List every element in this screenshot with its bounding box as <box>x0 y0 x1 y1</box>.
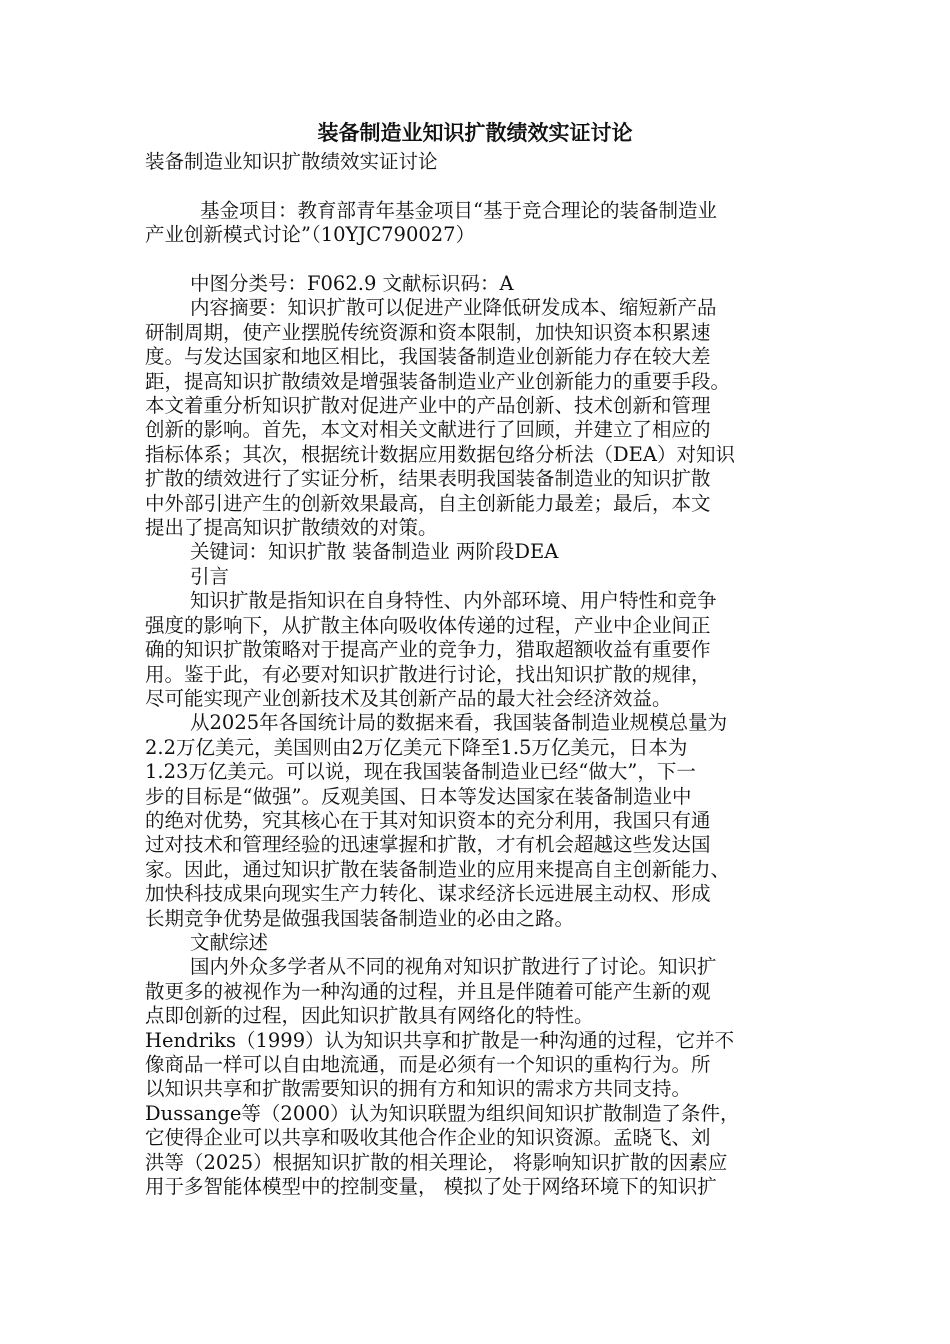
intro-line: 从2025年各国统计局的数据来看，我国装备制造业规模总量为 <box>190 711 728 735</box>
section-heading-intro: 引言 <box>190 564 230 588</box>
document-page <box>145 118 805 1199</box>
abstract-line: 内容摘要：知识扩散可以促进产业降低研发成本、缩短新产品 <box>190 296 717 320</box>
review-line: 像商品一样可以自由地流通，而是必须有一个知识的重构行为。所 <box>145 1053 711 1076</box>
intro-line: 确的知识扩散策略对于提高产业的竞争力，猎取超额收益有重要作 <box>145 638 711 662</box>
review-line: Hendriks（1999）认为知识共享和扩散是一种沟通的过程，它并不 <box>145 1028 735 1052</box>
intro-line: 2.2万亿美元，美国则由2万亿美元下降至1.5万亿美元，日本为 <box>145 735 688 759</box>
fund-line: 基金项目：教育部青年基金项目“基于竞合理论的装备制造业 <box>200 198 717 222</box>
intro-line: 步的目标是“做强”。反观美国、日本等发达国家在装备制造业中 <box>145 784 692 808</box>
review-line: 洪等（2025）根据知识扩散的相关理论， 将影响知识扩散的因素应 <box>145 1150 728 1174</box>
review-line: 散更多的被视作为一种沟通的过程，并且是伴随着可能产生新的观 <box>145 979 711 1003</box>
section-heading-review: 文献综述 <box>190 930 269 954</box>
keywords-line: 关键词：知识扩散 装备制造业 两阶段DEA <box>190 540 559 564</box>
intro-line: 长期竞争优势是做强我国装备制造业的必由之路。 <box>145 906 575 930</box>
classification-line: 中图分类号：F062.9 文献标识码：A <box>190 272 514 295</box>
abstract-line: 扩散的绩效进行了实证分析，结果表明我国装备制造业的知识扩散 <box>145 467 711 491</box>
spacer <box>145 248 805 272</box>
abstract-line: 研制周期，使产业摆脱传统资源和资本限制，加快知识资本积累速 <box>145 320 711 344</box>
document-title: 装备制造业知识扩散绩效实证讨论 <box>317 120 633 145</box>
review-line: 用于多智能体模型中的控制变量， 模拟了处于网络环境下的知识扩 <box>145 1175 717 1199</box>
intro-line: 用。鉴于此，有必要对知识扩散进行讨论，找出知识扩散的规律， <box>145 662 711 686</box>
intro-line: 过对技术和管理经验的迅速掌握和扩散，才有机会超越这些发达国 <box>145 833 711 857</box>
intro-line: 知识扩散是指知识在自身特性、内外部环境、用户特性和竞争 <box>190 589 717 613</box>
review-paragraph-2 <box>145 1029 805 1200</box>
review-line: Dussange等（2000）认为知识联盟为组织间知识扩散制造了条件， <box>145 1101 740 1125</box>
intro-line: 加快科技成果向现实生产力转化、谋求经济长远进展主动权、形成 <box>145 882 711 906</box>
review-line: 点即创新的过程，因此知识扩散具有网络化的特性。 <box>145 1004 594 1028</box>
intro-line: 家。因此，通过知识扩散在装备制造业的应用来提高自主创新能力、 <box>145 857 731 881</box>
intro-line: 的绝对优势，究其核心在于其对知识资本的充分利用，我国只有通 <box>145 808 711 832</box>
abstract-line: 创新的影响。首先，本文对相关文献进行了回顾，并建立了相应的 <box>145 418 711 442</box>
abstract-line: 距，提高知识扩散绩效是增强装备制造业产业创新能力的重要手段。 <box>145 369 731 393</box>
abstract-line: 中外部引进产生的创新效果最高，自主创新能力最差；最后，本文 <box>145 491 711 515</box>
abstract-line: 指标体系；其次，根据统计数据应用数据包络分析法（DEA）对知识 <box>145 442 735 466</box>
intro-line: 1.23万亿美元。可以说，现在我国装备制造业已经“做大”，下一 <box>145 760 696 784</box>
fund-line: 产业创新模式讨论”（10YJC790027） <box>145 223 476 247</box>
intro-paragraph-1 <box>145 589 805 711</box>
abstract-line: 本文着重分析知识扩散对促进产业中的产品创新、技术创新和管理 <box>145 394 711 418</box>
spacer <box>145 174 805 198</box>
document-subtitle: 装备制造业知识扩散绩效实证讨论 <box>145 150 438 173</box>
review-line: 以知识共享和扩散需要知识的拥有方和知识的需求方共同支持。 <box>145 1077 692 1101</box>
abstract-line: 提出了提高知识扩散绩效的对策。 <box>145 516 438 540</box>
abstract-paragraph <box>145 296 805 540</box>
review-line: 它使得企业可以共享和吸收其他合作企业的知识资源。孟晓飞、刘 <box>145 1126 711 1150</box>
intro-line: 尽可能实现产业创新技术及其创新产品的最大社会经济效益。 <box>145 686 672 710</box>
review-line: 国内外众多学者从不同的视角对知识扩散进行了讨论。知识扩 <box>190 955 717 979</box>
review-paragraph-1 <box>145 955 805 1028</box>
intro-line: 强度的影响下，从扩散主体向吸收体传递的过程，产业中企业间正 <box>145 613 711 637</box>
intro-paragraph-2 <box>145 711 805 931</box>
abstract-line: 度。与发达国家和地区相比，我国装备制造业创新能力存在较大差 <box>145 345 711 369</box>
